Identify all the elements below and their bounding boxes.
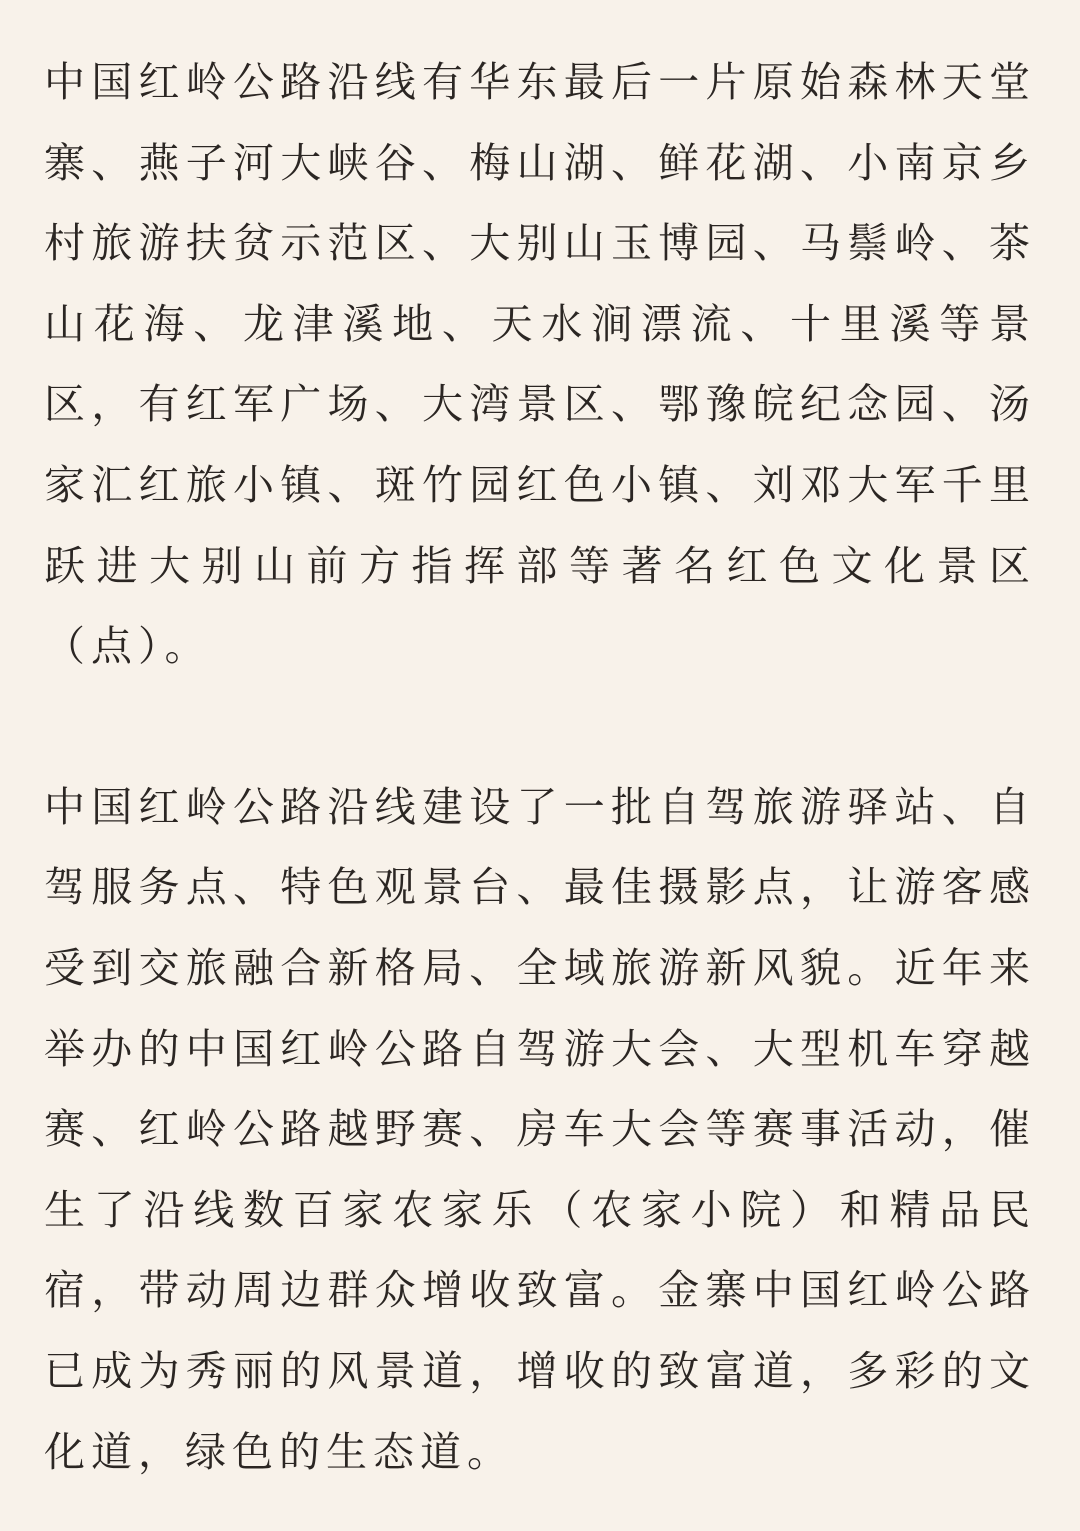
tourism-development-paragraph: 中国红岭公路沿线建设了一批自驾旅游驿站、自驾服务点、特色观景台、最佳摄影点，让游客感受到交旅融合新格局、全域旅游新风貌。近年来举办的中国红岭公路自驾游大会、大型机车穿越赛、红岭公路越野赛、房车大会等赛事活动，催生了沿线数百家农家乐（农家小院）和精品民宿，带动周边群众增收致富。金寨中国红岭公路已成为秀丽的风景道，增收的致富道，多彩的文化道，绿色的生态道。 bbox=[44, 782, 1036, 1476]
scenic-spots-paragraph: 中国红岭公路沿线有华东最后一片原始森林天堂寨、燕子河大峡谷、梅山湖、鲜花湖、小南京乡村旅游扶贫示范区、大别山玉博园、马鬃岭、茶山花海、龙津溪地、天水涧漂流、十里溪等景区，有红军广场、大湾景区、鄂豫皖纪念园、汤家汇红旅小镇、斑竹园红色小镇、刘邓大军千里跃进大别山前方指挥部等著名红色文化景区（点）。 bbox=[44, 58, 1036, 671]
